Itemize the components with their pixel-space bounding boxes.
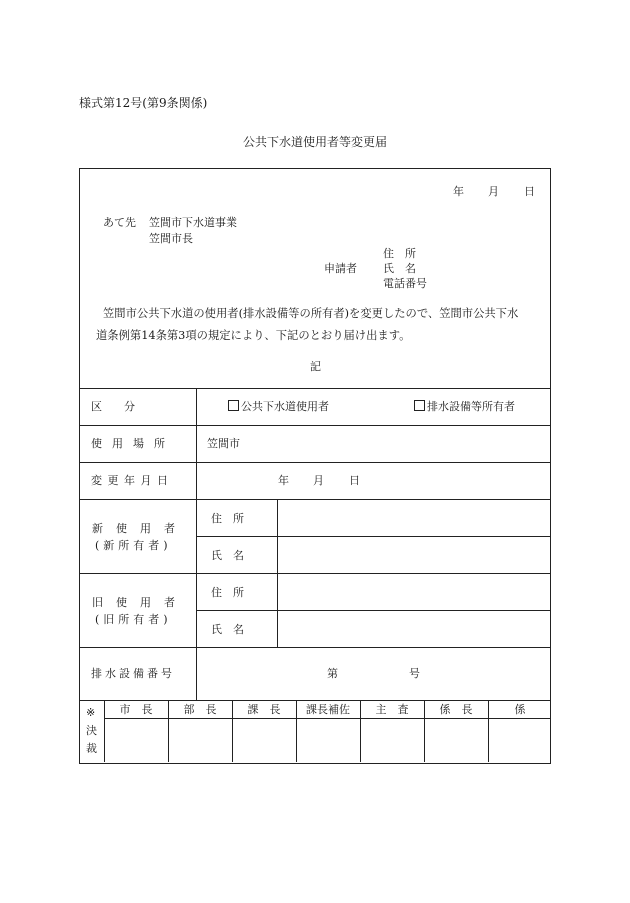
category-label: 区 分: [91, 400, 135, 413]
addressee-line2: 笠間市長: [149, 232, 193, 245]
approval-col-chief-inspector: 主 査: [375, 703, 409, 716]
new-user-address-label: 住 所: [211, 512, 244, 525]
approval-stamp-mayor[interactable]: [105, 719, 168, 762]
approval-col-staff: 係: [514, 703, 526, 716]
change-date-month: 月: [313, 474, 324, 487]
addressee-label: あて先: [103, 216, 136, 229]
new-user-name-label: 氏 名: [211, 549, 244, 562]
location-value: 笠間市: [207, 437, 240, 450]
approval-stamp-deputy-chief[interactable]: [297, 719, 360, 762]
new-user-address-field[interactable]: [278, 500, 550, 536]
change-date-label: 変更年月日: [91, 474, 174, 487]
date-year: 年: [453, 185, 464, 198]
old-user-name-label: 氏 名: [211, 623, 244, 636]
approval-col-director: 部 長: [183, 703, 217, 716]
applicant-phone-label: 電話番号: [383, 277, 427, 290]
approval-mark: ※: [86, 706, 96, 719]
approval-stamp-subsection-chief[interactable]: [425, 719, 488, 762]
old-user-address-field[interactable]: [278, 574, 550, 610]
applicant-address-label: 住 所: [383, 247, 416, 260]
drain-number-go: 号: [409, 667, 420, 680]
body-text-line1: 笠間市公共下水道の使用者(排水設備等の所有者)を変更したので、笠間市公共下水: [103, 307, 519, 320]
approval-stamp-staff[interactable]: [489, 719, 550, 762]
location-label: 使用場所: [91, 437, 175, 450]
applicant-label: 申請者: [324, 262, 357, 275]
date-day: 日: [524, 185, 535, 198]
approval-label-1: 決: [86, 724, 97, 737]
new-user-sub: (新所有者): [95, 539, 172, 552]
ki-mark: 記: [310, 360, 321, 373]
new-user-name-field[interactable]: [278, 537, 550, 573]
old-user-name-field[interactable]: [278, 611, 550, 647]
approval-col-section-chief: 課 長: [247, 703, 281, 716]
checkbox-owner[interactable]: [414, 400, 425, 411]
drain-number-label: 排水設備番号: [91, 667, 175, 680]
form-title: 公共下水道使用者等変更届: [242, 135, 387, 149]
applicant-name-label: 氏 名: [383, 262, 416, 275]
date-month: 月: [488, 185, 499, 198]
approval-label-2: 裁: [86, 742, 97, 755]
approval-col-subsection-chief: 係 長: [439, 703, 473, 716]
approval-col-deputy-chief: 課長補佐: [306, 703, 350, 716]
category-option-owner[interactable]: 排水設備等所有者: [414, 400, 515, 414]
approval-stamp-chief-inspector[interactable]: [361, 719, 424, 762]
checkbox-user[interactable]: [228, 400, 239, 411]
approval-col-mayor: 市 長: [119, 703, 153, 716]
new-user-label: 新使用者: [92, 522, 188, 535]
change-date-year: 年: [278, 474, 289, 487]
approval-stamp-section-chief[interactable]: [233, 719, 296, 762]
change-date-day: 日: [349, 474, 360, 487]
old-user-sub: (旧所有者): [95, 613, 172, 626]
category-option-user[interactable]: 公共下水道使用者: [228, 400, 329, 414]
drain-number-dai: 第: [327, 667, 338, 680]
form-number: 様式第12号(第9条関係): [79, 96, 208, 110]
approval-stamp-director[interactable]: [169, 719, 232, 762]
old-user-address-label: 住 所: [211, 586, 244, 599]
body-text-line2: 道条例第14条第3項の規定により、下記のとおり届け出ます。: [96, 329, 411, 342]
old-user-label: 旧使用者: [92, 596, 188, 609]
addressee-line1: 笠間市下水道事業: [149, 216, 237, 229]
